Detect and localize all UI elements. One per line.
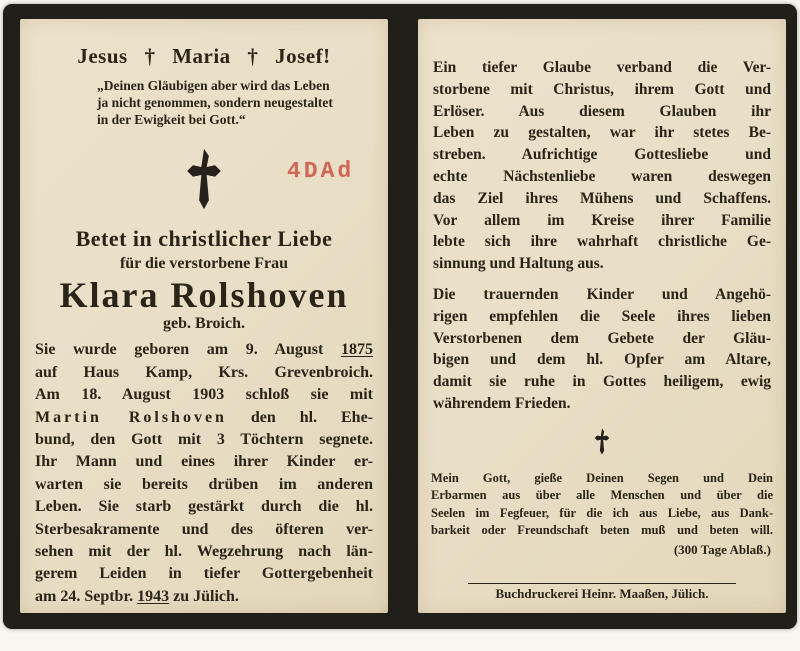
small-cross-row <box>433 428 771 455</box>
text-line: sehen mit der hl. Wegzehrung nach län- <box>35 542 373 560</box>
printer-imprint: Buchdruckerei Heinr. Maaßen, Jülich. <box>495 585 709 601</box>
prayer-paragraph <box>431 470 773 540</box>
text-line: Leben. Sie starb gestärkt durch die hl. <box>35 498 373 516</box>
left-page-content <box>20 44 388 638</box>
invocation-line: Jesus † Maria † Josef! <box>77 44 331 68</box>
text-line: Sie wurde geboren am 9. August 1875 <box>35 341 373 359</box>
text-line: rigen empfehlen die Seele ihres lieben <box>433 307 771 325</box>
text-line: sinnung und Haltung aus. <box>433 255 604 273</box>
printer-divider <box>468 583 736 584</box>
mourners-paragraph <box>433 284 771 415</box>
text-line: Die trauernden Kinder und Angehö- <box>433 285 771 303</box>
text-line: Mein Gott, gieße Deinen Segen und Dein <box>431 470 773 485</box>
text-line: bigen und dem hl. Opfer am Altare, <box>433 351 771 369</box>
text-line: barkeit oder Freundschaft beten muß und beten will. <box>431 523 773 538</box>
text-line: Erlöser. Aus diesem Glauben ihr <box>433 102 771 120</box>
text-line: Vor allem im Kreise ihrer Familie <box>433 211 771 229</box>
faith-paragraph <box>433 57 771 275</box>
text-line: währendem Frieden. <box>433 394 571 412</box>
small-latin-cross-icon <box>594 428 610 455</box>
text-line: das Ziel ihres Mühens und Schaffens. <box>433 189 771 207</box>
intro-subheading: für die verstorbene Frau <box>119 255 289 272</box>
deceased-name: Klara Rolshoven <box>59 275 349 315</box>
left-page <box>20 19 388 613</box>
text-line: auf Haus Kamp, Krs. Grevenbroich. <box>35 363 373 381</box>
right-page <box>418 19 786 613</box>
text-line: Seelen im Fegfeuer, für die ich aus Liebe, aus Dank- <box>431 505 773 520</box>
text-line: storbene mit Christus, ihrem Gott und <box>433 80 771 98</box>
text-line: echte Nächstenliebe waren deswegen <box>433 167 771 185</box>
text-line: „Deinen Gläubigen aber wird das Leben <box>97 78 330 93</box>
biography-paragraph <box>35 339 373 608</box>
text-line: in der Ewigkeit bei Gott.“ <box>97 112 246 127</box>
text-line: damit sie ruhe in Gottes heiligem, ewig <box>433 373 771 391</box>
archive-stamp: 4DAd <box>286 157 355 185</box>
text-line: Verstorbenen dem Gebete der Gläu- <box>433 329 771 347</box>
latin-cross-icon <box>186 148 222 210</box>
text-line: Sterbesakramente und des öfteren ver- <box>35 520 373 538</box>
text-line: warten sie bereits drüben im anderen <box>35 475 373 493</box>
text-line: am 24. Septbr. 1943 zu Jülich. <box>35 587 239 605</box>
text-line: Ein tiefer Glaube verband die Ver- <box>433 59 771 76</box>
mourning-border <box>3 4 797 629</box>
text-line: lebte sich ihre wahrhaft christliche Ge- <box>433 233 771 251</box>
text-line: Leben zu gestalten, war ihr stetes Be- <box>433 124 771 142</box>
text-line: gerem Leiden in tiefer Gottergebenheit <box>35 565 373 583</box>
indulgence-note: (300 Tage Ablaß.) <box>673 541 771 557</box>
text-line: Erbarmen aus über alle Menschen und über die <box>431 488 773 503</box>
text-line: Martin Rolshoven den hl. Ehe- <box>35 408 373 426</box>
text-line: Ihr Mann und eines ihrer Kinder er- <box>35 453 373 471</box>
intro-heading: Betet in christlicher Liebe <box>75 226 333 251</box>
scripture-quote <box>35 77 373 128</box>
text-line: bund, den Gott mit 3 Töchtern segnete. <box>35 430 373 448</box>
text-line: ja nicht genommen, sondern neugestaltet <box>97 95 333 110</box>
right-page-content <box>418 57 786 651</box>
maiden-name: geb. Broich. <box>163 315 245 333</box>
text-line: Am 18. August 1903 schloß sie mit <box>35 386 373 404</box>
cross-and-stamp-row <box>35 148 373 210</box>
text-line: streben. Aufrichtige Gottesliebe und <box>433 146 771 164</box>
